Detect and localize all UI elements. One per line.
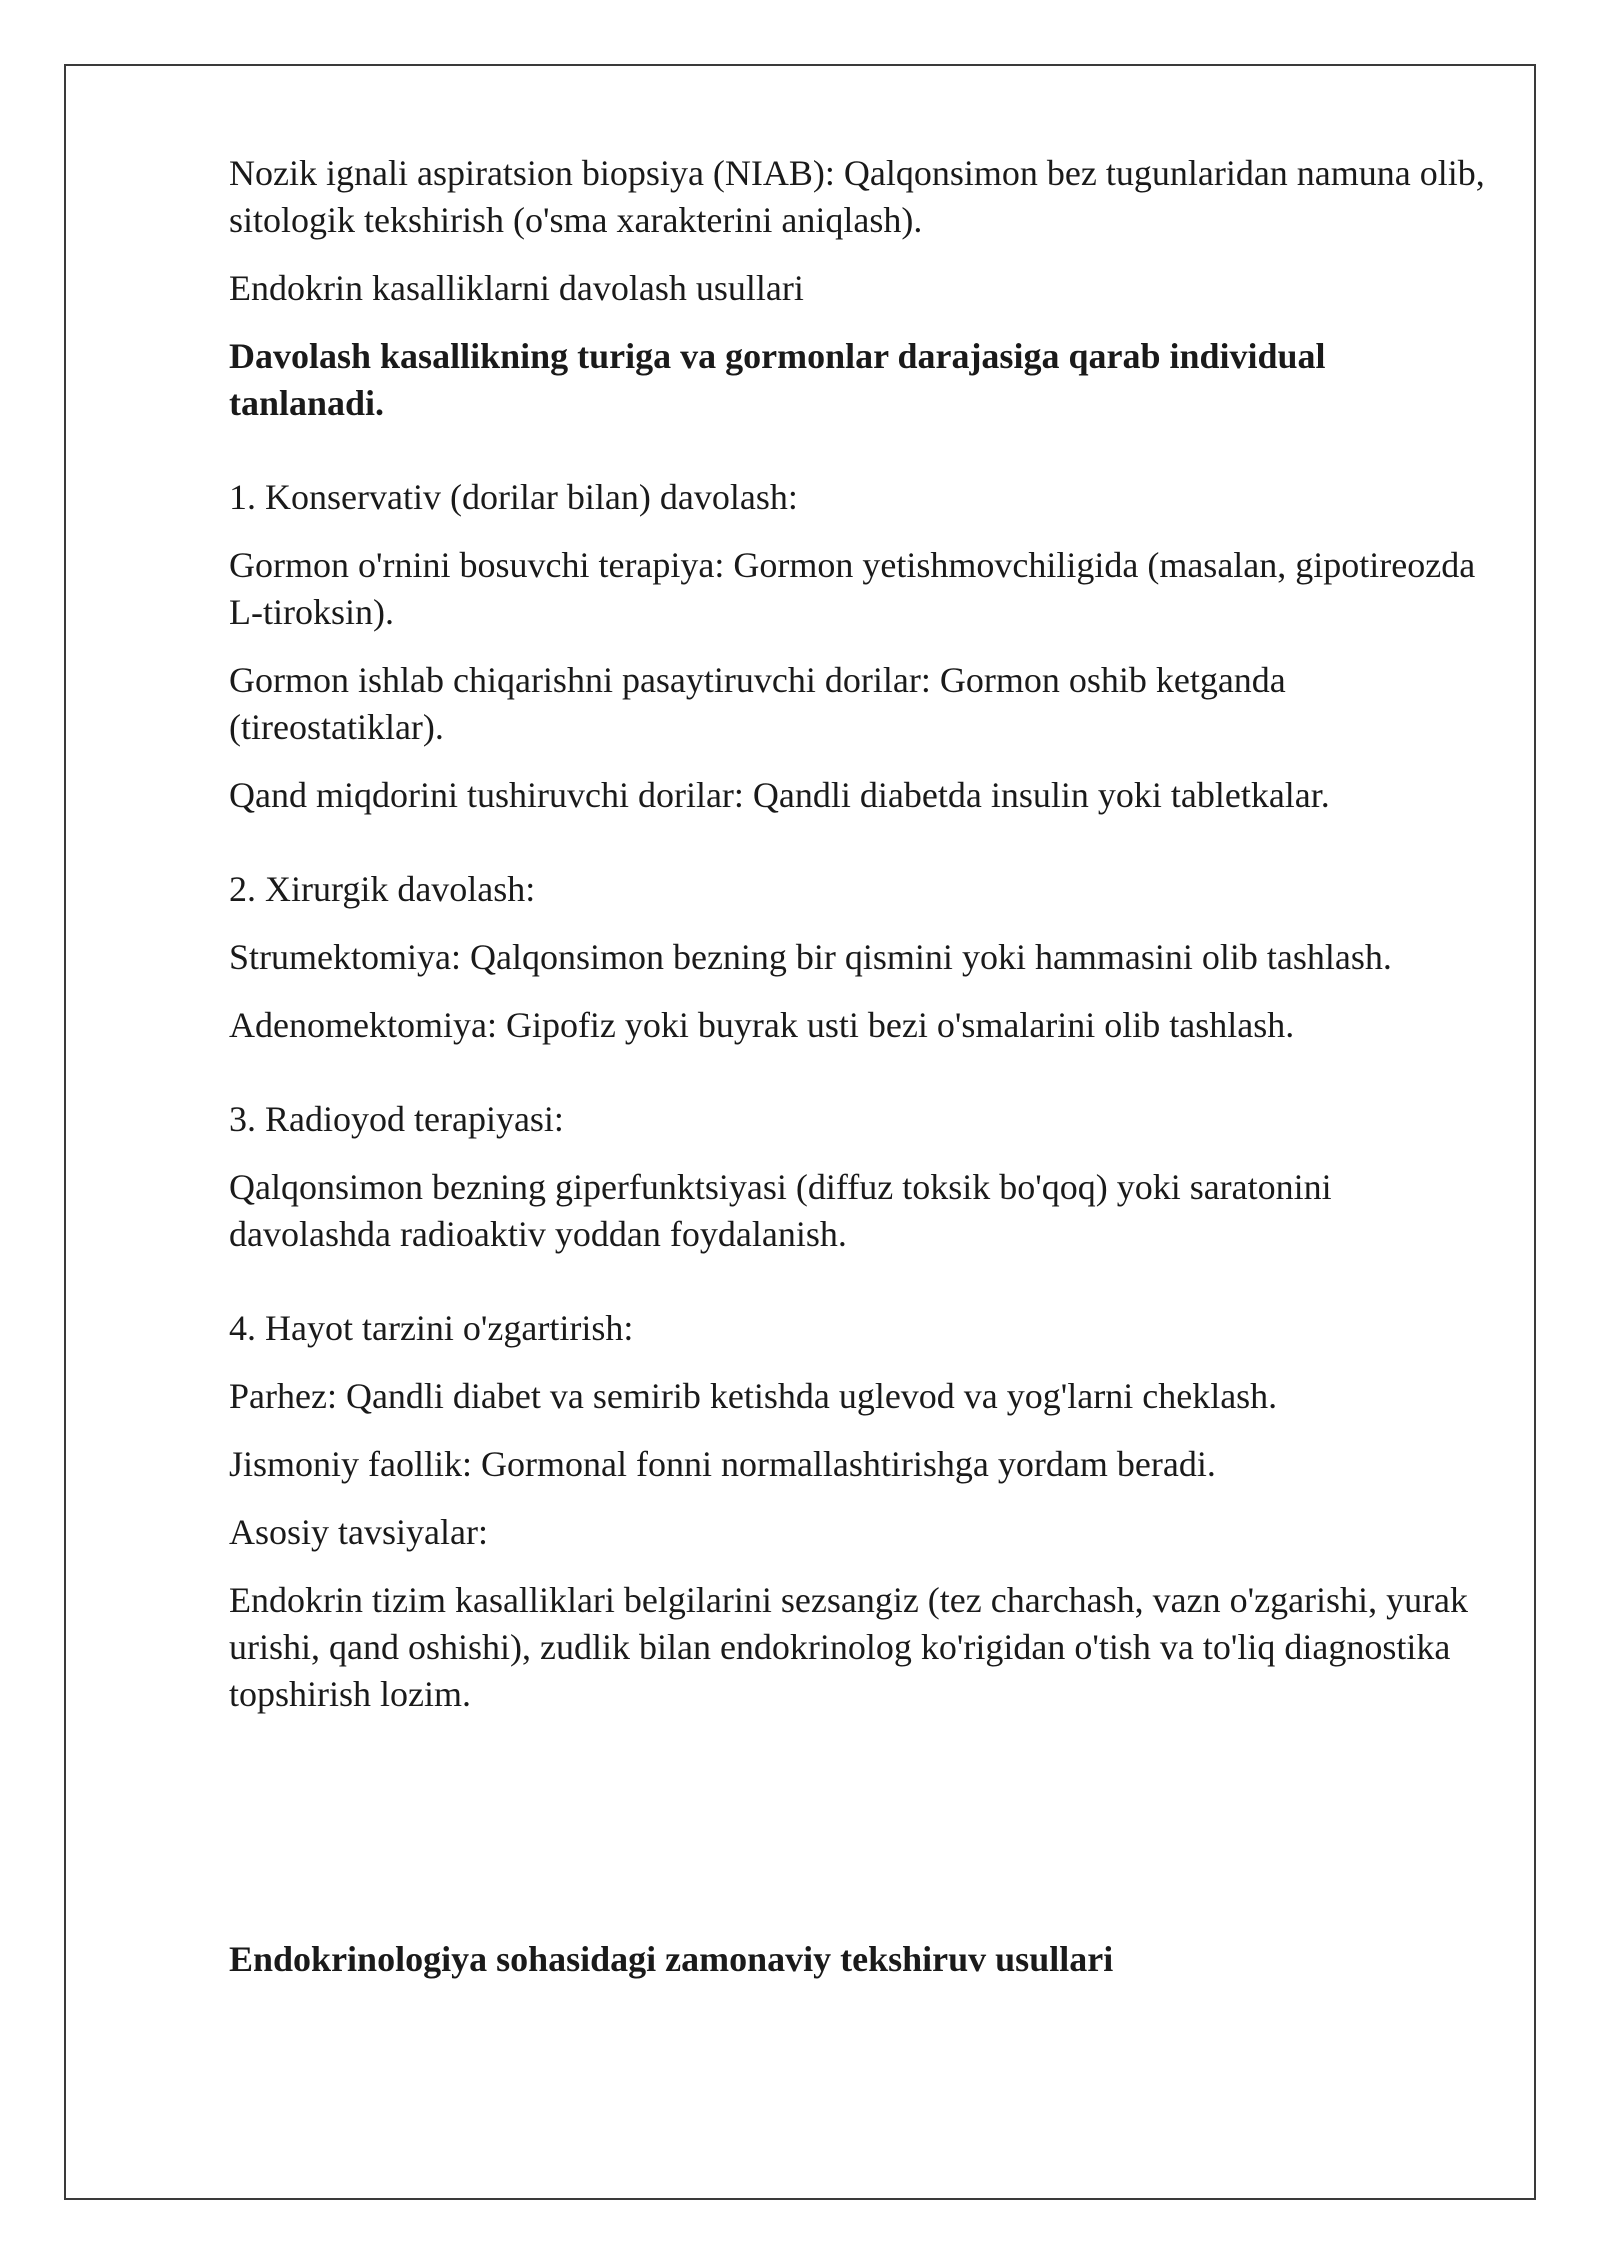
bold-intro-treatment: Davolash kasallikning turiga va gormonlar darajasiga qarab individual tanlanadi. (229, 336, 1326, 423)
paragraph-diet: Parhez: Qandli diabet va semirib ketishda uglevod va yog'larni cheklash. (229, 1376, 1278, 1416)
list-heading-radioiodine: 3. Radioyod terapiyasi: (229, 1099, 564, 1139)
paragraph-physical-activity: Jismoniy faollik: Gormonal fonni normallashtirishga yordam beradi. (229, 1444, 1216, 1484)
paragraph-radioiodine: Qalqonsimon bezning giperfunktsiyasi (diffuz toksik bo'qoq) yoki saratonini davolashda radioaktiv yoddan foydalanish. (229, 1167, 1332, 1254)
section-heading-modern-methods: Endokrinologiya sohasidagi zamonaviy tekshiruv usullari (229, 1939, 1114, 1979)
list-heading-conservative: 1. Konservativ (dorilar bilan) davolash: (229, 477, 798, 517)
paragraph-hormone-replacement: Gormon o'rnini bosuvchi terapiya: Gormon yetishmovchiligida (masalan, gipotireozda L-tiroksin). (229, 545, 1476, 632)
section-heading-treatment: Endokrin kasalliklarni davolash usullari (229, 268, 804, 308)
paragraph-hormone-reducing: Gormon ishlab chiqarishni pasaytiruvchi dorilar: Gormon oshib ketganda (tireostatiklar). (229, 660, 1286, 747)
paragraph-adenomectomy: Adenomektomiya: Gipofiz yoki buyrak usti bezi o'smalarini olib tashlash. (229, 1005, 1295, 1045)
list-heading-surgical: 2. Xirurgik davolash: (229, 869, 536, 909)
paragraph-niab-biopsy: Nozik ignali aspiratsion biopsiya (NIAB): Qalqonsimon bez tugunlaridan namuna olib, sitologik tekshirish (o'sma xarakterini aniqlash). (229, 153, 1485, 240)
document-body (229, 150, 1489, 1983)
paragraph-strumectomy: Strumektomiya: Qalqonsimon bezning bir qismini yoki hammasini olib tashlash. (229, 937, 1392, 977)
paragraph-sugar-lowering: Qand miqdorini tushiruvchi dorilar: Qandli diabetda insulin yoki tabletkalar. (229, 775, 1330, 815)
paragraph-recommendations: Endokrin tizim kasalliklari belgilarini sezsangiz (tez charchash, vazn o'zgarishi, yurak urishi, qand oshishi), zudlik bilan endokrinolog ko'rigidan o'tish va to'liq diagnostika topshirish lozim. (229, 1580, 1469, 1714)
heading-recommendations: Asosiy tavsiyalar: (229, 1512, 488, 1552)
list-heading-lifestyle: 4. Hayot tarzini o'zgartirish: (229, 1308, 634, 1348)
